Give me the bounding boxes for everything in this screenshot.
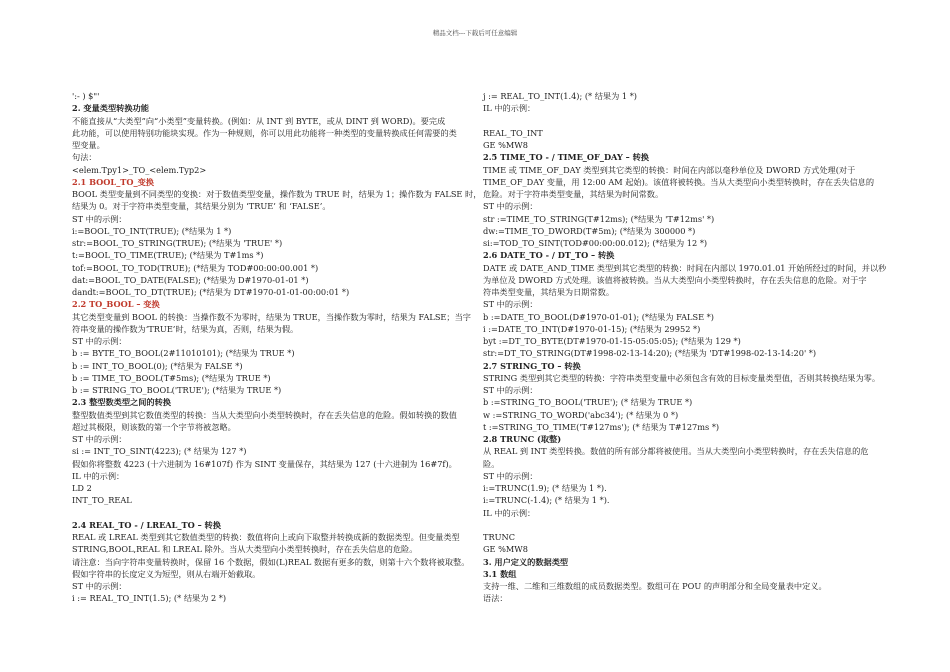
text-line xyxy=(72,507,468,519)
heading: 2.7 STRING_TO – 转换 xyxy=(483,360,581,371)
text-line: dat:=BOOL_TO_DATE(FALSE); (*结果为 D#1970-01-01 *) xyxy=(72,274,309,285)
text-line: ST 中的示例： xyxy=(483,470,538,481)
text-line: i :=DATE_TO_INT(D#1970-01-15); (*结果为 29952 *) xyxy=(483,323,701,334)
text-line xyxy=(483,115,881,127)
text-line: 型变量。 xyxy=(72,140,105,150)
text-line: b :=DATE_TO_BOOL(D#1970-01-01); (*结果为 FALSE *) xyxy=(483,311,714,322)
text-line: REAL 或 LREAL 类型到其它数值类型的转换：数值将向上或向下取整并转换成新的数据类型。但变量类型 xyxy=(72,532,460,542)
heading: 2. 变量类型转换功能 xyxy=(72,103,149,114)
text-line: ST 中的示例： xyxy=(72,434,127,444)
text-line: ST 中的示例： xyxy=(72,213,127,224)
text-line: 结果为 0。对于字符串类型变量，其结果分别为 ‘TRUE’ 和 ‘FALSE’。 xyxy=(72,201,331,212)
heading: 2.4 REAL_TO - / LREAL_TO – 转换 xyxy=(72,519,221,530)
text-line: 此功能，可以使用特别功能块实现。作为一种规则，你可以用此功能将一种类型的变量转换成任何需要的类 xyxy=(72,127,457,138)
text-line: i:=TRUNC(-1.4); (* 结果为 1 *). xyxy=(483,495,610,506)
text-line: DATE 或 DATE_AND_TIME 类型到其它类型的转换：时间在内部以 1970.01.01 开始所经过的时间，并以秒 xyxy=(483,262,887,273)
text-line: 不能直接从“大类型”向“小类型”变量转换。(例如：从 INT 到 BYTE，或从 DINT 到 WORD)。要完成 xyxy=(72,115,446,126)
text-line: 整型数值类型到其它数值类型的转换：当从大类型向小类型转换时，存在丢失信息的危险。假如转换的数值 xyxy=(72,409,457,420)
text-line: b := STRING_TO_BOOL('TRUE'); (*结果为 TRUE *) xyxy=(72,385,282,395)
text-line: 符串变量的操作数为‘TRUE’时，结果为真，否则，结果为假。 xyxy=(72,323,299,334)
heading: 2.6 DATE_TO - / DT_TO – 转换 xyxy=(483,250,615,261)
text-line: t :=STRING_TO_TIME('T#127ms'); (* 结果为 T#127ms *) xyxy=(483,421,720,432)
text-line: j := REAL_TO_INT(1.4); (* 结果为 1 *) xyxy=(483,91,637,101)
text-line: ST 中的示例： xyxy=(483,385,538,395)
text-line: i:=TRUNC(1.9); (* 结果为 1 *). xyxy=(483,483,607,493)
text-line: STRING 类型到其它类型的转换：字符串类型变量中必须包含有效的目标变量类型值，否则其转换结果为零。 xyxy=(483,372,881,383)
text-line: i := REAL_TO_INT(1.5); (* 结果为 2 *) xyxy=(72,593,227,604)
text-line: REAL_TO_INT xyxy=(483,127,543,138)
text-line: STRING,BOOL,REAL 和 LREAL 除外。当从大类型向小类型转换时，存在丢失信息的危险。 xyxy=(72,544,418,555)
text-line: GE %MW8 xyxy=(483,544,528,555)
heading: 2.5 TIME_TO - / TIME_OF_DAY – 转换 xyxy=(483,152,649,163)
text-line: ST 中的示例： xyxy=(483,299,538,310)
heading: 3.1 数组 xyxy=(483,568,517,579)
text-line: dw:=TIME_TO_DWORD(T#5m); (*结果为 300000 *) xyxy=(483,225,696,236)
text-line: si := INT_TO_SINT(4223); (* 结果为 127 *) xyxy=(72,446,247,457)
page-header: 精品文档---下载后可任意编辑 xyxy=(432,29,518,37)
text-line: 险。 xyxy=(483,458,500,469)
text-line: 超过其极限，则该数的第一个字节将被忽略。 xyxy=(72,421,236,432)
text-line: <elem.Tpy1>_TO_<elem.Typ2> xyxy=(72,164,207,175)
text-line: BOOL 类型变量到不同类型的变换：对于数值类型变量，操作数为 TRUE 时，结果为 1；操作数为 FALSE 时， xyxy=(72,189,482,199)
text-line: 从 REAL 到 INT 类型转换。数值的所有部分都将被使用。当从大类型向小类型转换时，存在丢失信息的危 xyxy=(483,446,869,457)
text-line: IL 中的示例： xyxy=(72,470,125,481)
text-line: str:=DT_TO_STRING(DT#1998-02-13-14:20); (*结果为 'DT#1998-02-13-14:20' *) xyxy=(483,348,817,359)
right-column xyxy=(483,90,887,605)
left-column xyxy=(72,90,482,605)
text-line: str :=TIME_TO_STRING(T#12ms); (*结果为 'T#12ms' *) xyxy=(483,213,715,224)
text-line: i:=BOOL_TO_INT(TRUE); (*结果为 1 *) xyxy=(72,225,232,236)
text-line: tof:=BOOL_TO_TOD(TRUE); (*结果为 TOD#00:00:00.001 *) xyxy=(72,262,319,273)
text-line: LD 2 xyxy=(72,483,92,493)
text-line: GE %MW8 xyxy=(483,140,528,150)
text-line: 其它类型变量到 BOOL 的转换：当操作数不为零时，结果为 TRUE，当操作数为零时，结果为 FALSE；当字 xyxy=(72,311,471,322)
text-line: TRUNC xyxy=(483,532,515,542)
section-heading: 2.2 TO_BOOL – 变换 xyxy=(72,299,160,310)
text-line: b := INT_TO_BOOL(0); (*结果为 FALSE *) xyxy=(72,360,243,371)
text-line: ST 中的示例： xyxy=(483,201,538,212)
text-line: INT_TO_REAL xyxy=(72,495,132,506)
text-line: 为单位及 DWORD 方式处理。该值将被转换。当从大类型向小类型转换时，存在丢失信息的危险。对于字 xyxy=(483,274,867,285)
text-line: TIME 或 TIME_OF_DAY 类型到其它类型的转换：时间在内部以毫秒单位及 DWORD 方式处理(对于 xyxy=(483,164,856,175)
text-line: ST 中的示例： xyxy=(72,336,127,346)
text-line: 请注意：当向字符串变量转换时，保留 16 个数据，假如(L)REAL 数据有更多的数，则第十六个数将被取整。 xyxy=(72,556,470,567)
text-line: ST 中的示例： xyxy=(72,581,127,591)
heading: 3. 用户定义的数据类型 xyxy=(483,556,569,567)
text-line: si:=TOD_TO_SINT(TOD#00:00:00.012); (*结果为 12 *) xyxy=(483,238,708,248)
text-line: 支持一维、二维和三维数组的成员数据类型。数组可在 POU 的声明部分和全局变量表中定义。 xyxy=(483,581,827,591)
text-line: 假如你将整数 4223 (十六进制为 16#107f) 作为 SINT 变量保存，其结果为 127 (十六进制为 16#7f)。 xyxy=(72,458,457,469)
text-line: b :=STRING_TO_BOOL('TRUE'); (* 结果为 TRUE *) xyxy=(483,397,693,408)
section-heading: 2.1 BOOL_TO_变换 xyxy=(72,176,154,187)
text-line: byt :=DT_TO_BYTE(DT#1970-01-15-05:05:05); (*结果为 129 *) xyxy=(483,336,741,346)
text-line: TIME_OF_DAY 变量，用 12:00 AM 起始)。该值将被转换。当从大类型向小类型转换时，存在丢失信息的 xyxy=(483,176,875,187)
text-line: str:=BOOL_TO_STRING(TRUE); (*结果为 'TRUE' *) xyxy=(72,238,283,248)
text-line: 危险。对于字符串类型变量，其结果为时间常数。 xyxy=(483,189,664,199)
text-line: 句法： xyxy=(72,152,97,163)
text-line: ':- ) $"' xyxy=(72,91,100,101)
text-line: b := BYTE_TO_BOOL(2#11010101); (*结果为 TRUE *) xyxy=(72,348,295,359)
heading: 2.8 TRUNC (取整) xyxy=(483,434,562,444)
text-line xyxy=(483,519,881,531)
text-line: IL 中的示例： xyxy=(483,103,536,114)
text-line: t:=BOOL_TO_TIME(TRUE); (*结果为 T#1ms *) xyxy=(72,250,264,261)
text-line: w :=STRING_TO_WORD('abc34'); (* 结果为 0 *) xyxy=(483,409,679,420)
text-line: 符串类型变量，其结果为日期常数。 xyxy=(483,287,615,297)
text-line: 假如字符串的长度定义为短型，则从右端开始截取。 xyxy=(72,568,261,579)
text-line: dandt:=BOOL_TO_DT(TRUE); (*结果为 DT#1970-01-01-00:00:01 *) xyxy=(72,287,350,297)
text-line: b := TIME_TO_BOOL(T#5ms); (*结果为 TRUE *) xyxy=(72,372,271,383)
text-line: 语法： xyxy=(483,593,508,604)
heading: 2.3 整型数类型之间的转换 xyxy=(72,397,171,408)
text-line: IL 中的示例： xyxy=(483,507,536,518)
